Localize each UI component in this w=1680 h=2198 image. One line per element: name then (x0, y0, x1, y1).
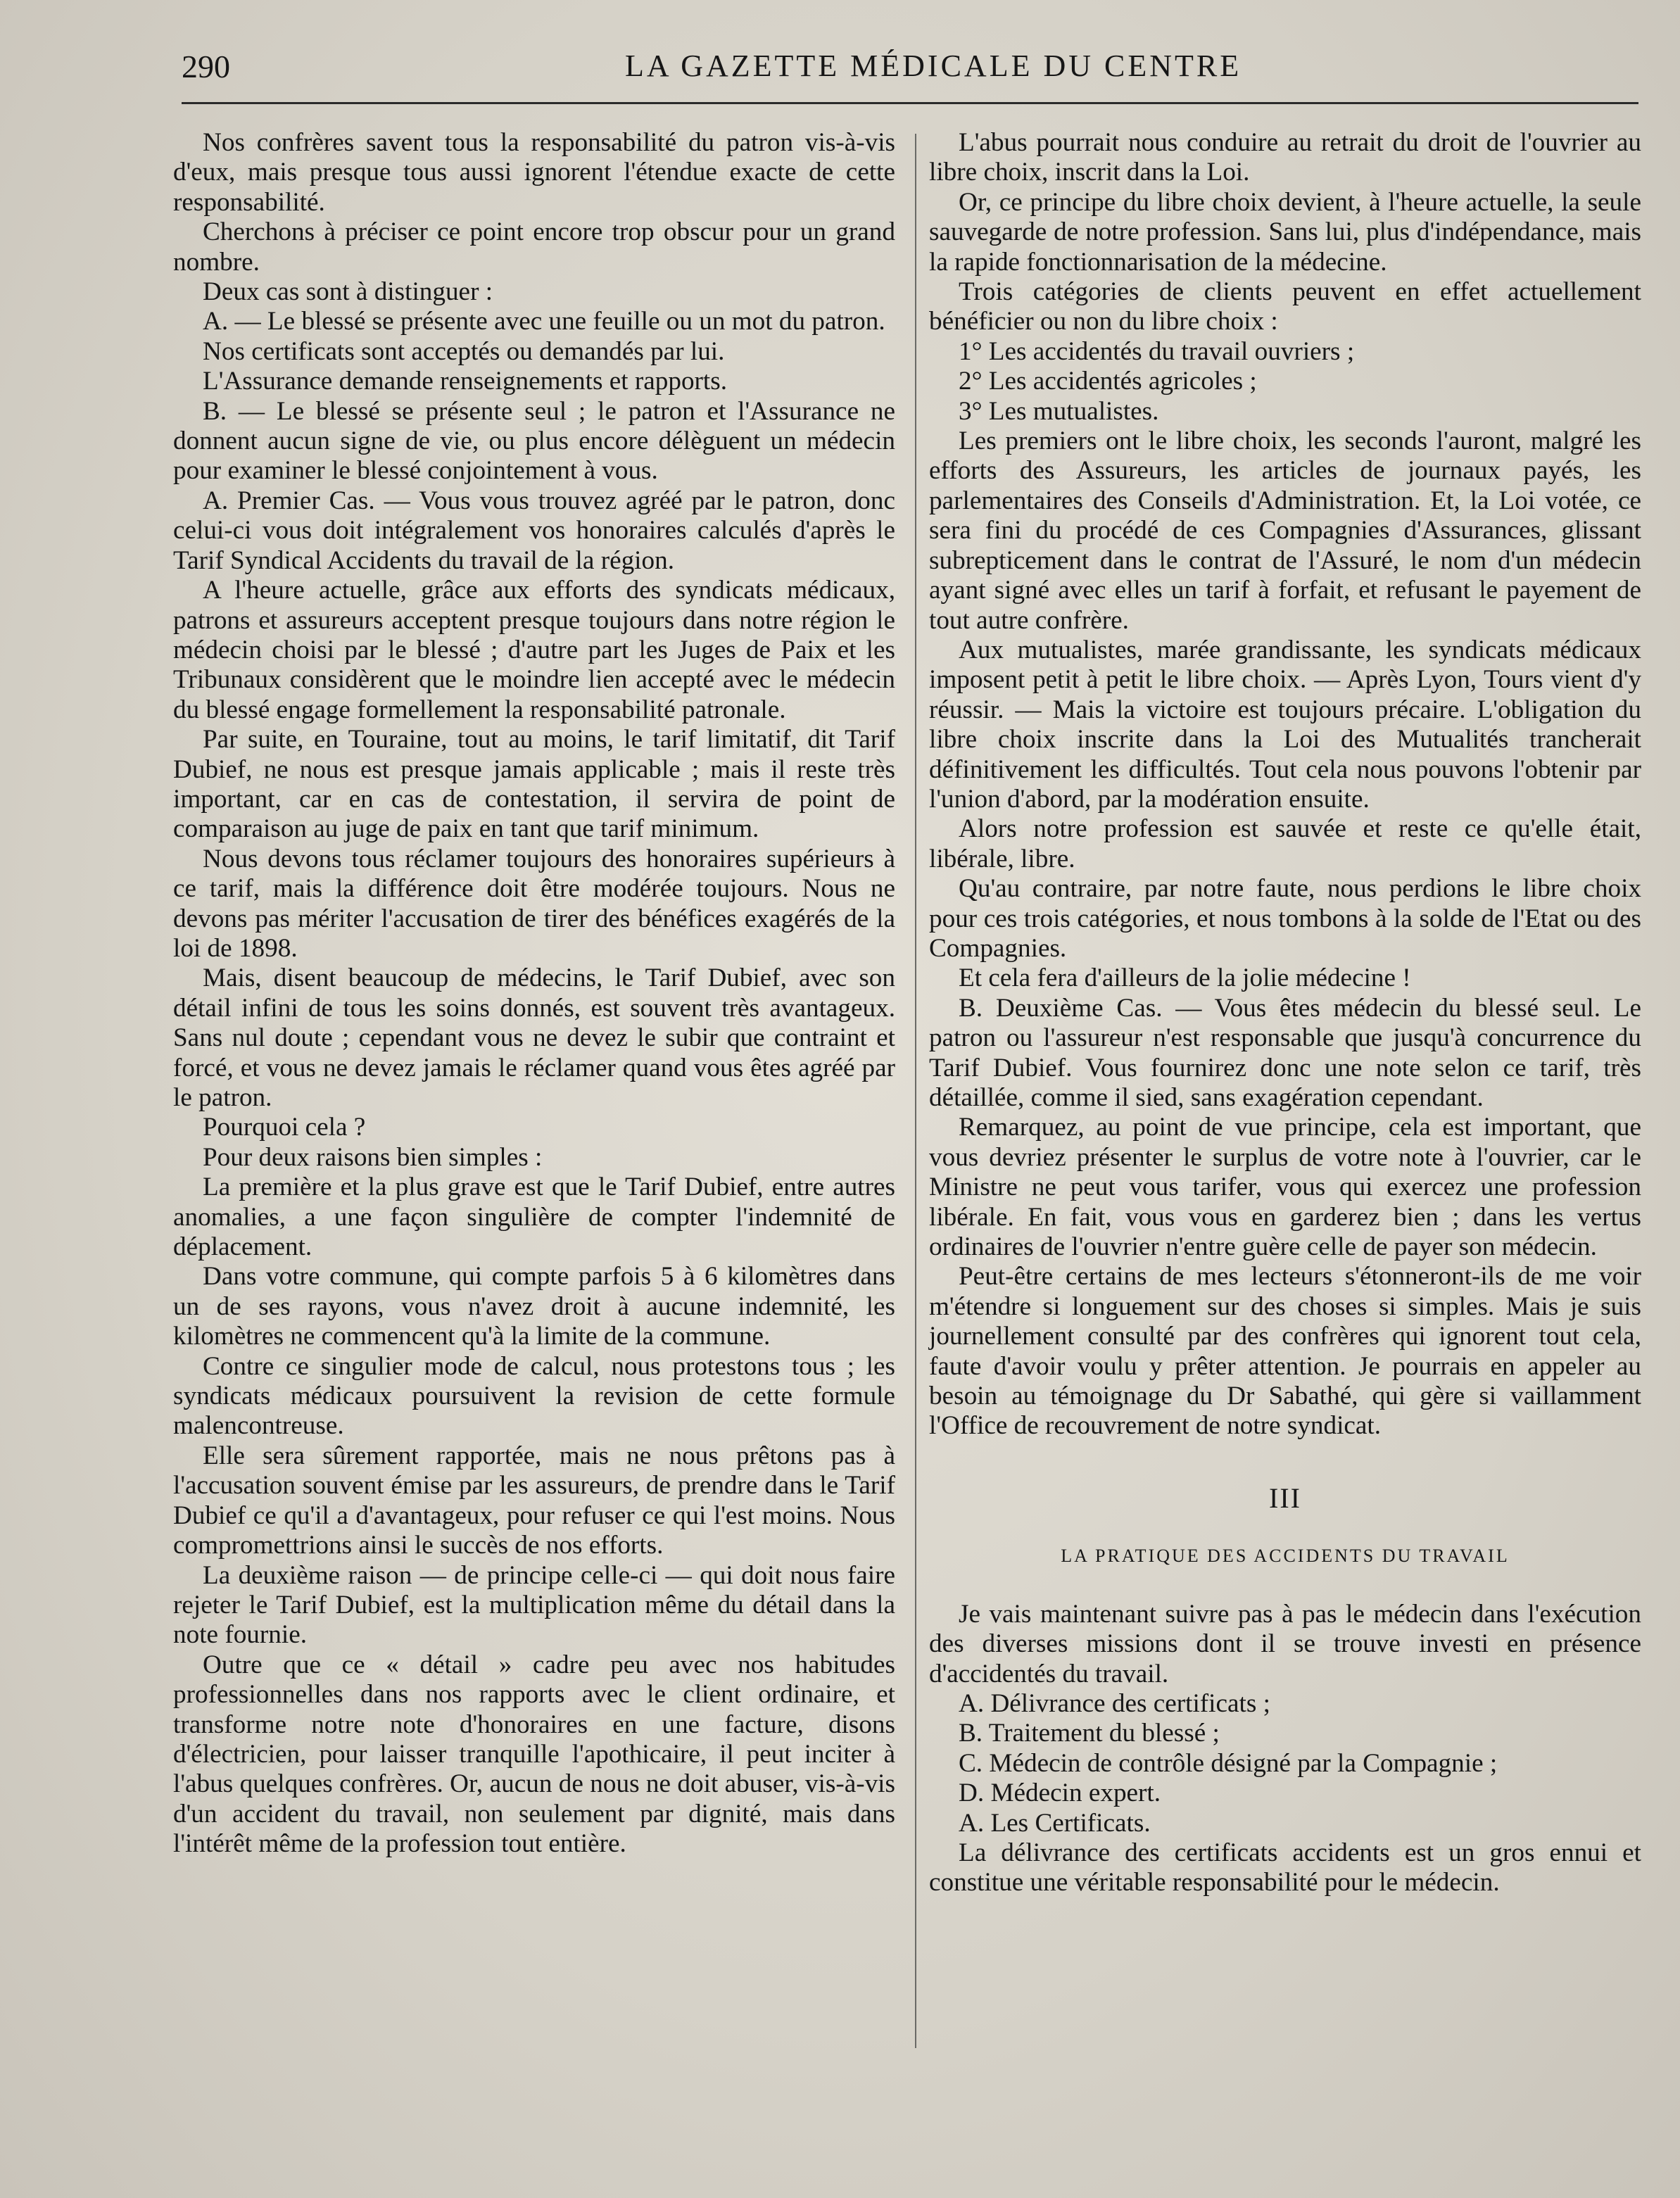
paragraph: A. Premier Cas. — Vous vous trouvez agréé par le patron, donc celui-ci vous doit intégralement vos honoraires calculés d'après le Tarif Syndical Accidents du travail de la région. (173, 486, 895, 575)
paragraph: Pour deux raisons bien simples : (203, 1142, 543, 1172)
paragraph: Cherchons à préciser ce point encore trop obscur pour un grand nombre. (173, 217, 895, 277)
paragraph: B. — Le blessé se présente seul ; le patron et l'Assurance ne donnent aucun signe de vie, ou plus encore délèguent un médecin pour examiner le blessé conjointement à vous. (173, 396, 895, 486)
paragraph: Alors notre profession est sauvée et reste ce qu'elle était, libérale, libre. (929, 814, 1641, 873)
paragraph: Pourquoi cela ? (203, 1113, 366, 1142)
column-divider (915, 134, 916, 2048)
paragraph: L'Assurance demande renseignements et rapports. (203, 367, 728, 396)
paragraph: Nous devons tous réclamer toujours des honoraires supérieurs à ce tarif, mais la différence doit être modérée toujours. Nous ne devons pas mériter l'accusation de tirer des bénéfices exagérés de la loi de 1898. (173, 844, 895, 963)
paragraph: Dans votre commune, qui compte parfois 5 à 6 kilomètres dans un de ses rayons, vous n'avez droit à aucune indemnité, les kilomètres ne commencent qu'à la limite de la commune. (173, 1262, 895, 1351)
paragraph: B. Deuxième Cas. — Vous êtes médecin du blessé seul. Le patron ou l'assureur n'est responsable que jusqu'à concurrence du Tarif Dubief. Vous fournirez donc une note selon ce tarif, très détaillée, comme il sied, sans exagération cependant. (929, 993, 1641, 1112)
page-header (182, 48, 1512, 97)
list-item: A. Délivrance des certificats ; (959, 1688, 1270, 1718)
list-item: 3° Les mutualistes. (959, 396, 1159, 426)
subheading: A. Les Certificats. (959, 1808, 1151, 1838)
section-number: III (1269, 1482, 1301, 1514)
paragraph: Trois catégories de clients peuvent en effet actuellement bénéficier ou non du libre choix : (929, 277, 1641, 336)
paragraph: A. — Le blessé se présente avec une feuille ou un mot du patron. (203, 307, 885, 336)
list-item: 2° Les accidentés agricoles ; (959, 367, 1257, 396)
running-title: LA GAZETTE MÉDICALE DU CENTRE (625, 49, 1242, 83)
paragraph: L'abus pourrait nous conduire au retrait du droit de l'ouvrier au libre choix, inscrit dans la Loi. (929, 128, 1641, 187)
paragraph: Je vais maintenant suivre pas à pas le médecin dans l'exécution des diverses missions dont il se trouve investi en présence d'accidentés du travail. (929, 1599, 1641, 1688)
paragraph: Remarquez, au point de vue principe, cela est important, que vous devriez présenter le surplus de votre note à l'ouvrier, car le Ministre ne peut vous tarifer, vous qui exercez une profession libérale. En fait, vous vous en garderez bien ; dans les vertus ordinaires de l'ouvrier n'entre guère celle de payer son médecin. (929, 1113, 1641, 1262)
paragraph: Elle sera sûrement rapportée, mais ne nous prêtons pas à l'accusation souvent émise par les assureurs, de prendre dans le Tarif Dubief ce qu'il a d'avantageux, pour refuser ce qui l'est moins. Nous compromettrions ainsi le succès de nos efforts. (173, 1441, 895, 1560)
paragraph: Outre que ce « détail » cadre peu avec nos habitudes professionnelles dans nos rapports avec le client ordinaire, et transforme notre note d'honoraires en une facture, disons d'électricien, pour laisser tranquille l'apothicaire, il peut inciter à l'abus quelques confrères. Or, aucun de nous ne doit abuser, vis-à-vis d'un accident du travail, non seulement par dignité, mais dans l'intérêt même de la profession tout entière. (173, 1650, 895, 1859)
paragraph: La délivrance des certificats accidents est un gros ennui et constitue une véritable responsabilité pour le médecin. (929, 1838, 1641, 1897)
paragraph: Aux mutualistes, marée grandissante, les syndicats médicaux imposent petit à petit le libre choix. — Après Lyon, Tours vient d'y réussir. — Mais la victoire est toujours précaire. L'obligation du libre choix inscrite dans la Loi des Mutualités trancherait définitivement les difficultés. Tout cela nous pouvons l'obtenir par l'union d'abord, par la modération ensuite. (929, 635, 1641, 814)
paragraph: Mais, disent beaucoup de médecins, le Tarif Dubief, avec son détail infini de tous les soins donnés, est souvent très avantageux. Sans nul doute ; cependant vous ne devez le subir que contraint et forcé, et vous ne devez jamais le réclamer quand vous êtes agréé par le patron. (173, 964, 895, 1112)
paragraph: Par suite, en Touraine, tout au moins, le tarif limitatif, dit Tarif Dubief, ne nous est presque jamais applicable ; mais il reste très important, car en cas de contestation, il servira de point de comparaison au juge de paix en tant que tarif minimum. (173, 725, 895, 844)
paragraph: Peut-être certains de mes lecteurs s'étonneront-ils de me voir m'étendre si longuement sur des choses si simples. Mais je suis journellement consulté par des confrères qui ignorent tout cela, faute d'avoir voulu y prêter attention. Je pourrais en appeler au besoin au témoignage du Dr Sabathé, qui gère si vaillamment l'Office de recouvrement de notre syndicat. (929, 1262, 1641, 1441)
header-rule (182, 102, 1638, 104)
paragraph: A l'heure actuelle, grâce aux efforts des syndicats médicaux, patrons et assureurs acceptent presque toujours dans notre région le médecin choisi par le blessé ; d'autre part les Juges de Paix et les Tribunaux considèrent que le moindre lien accepté avec le médecin du blessé engage formellement la responsabilité patronale. (173, 576, 895, 724)
list-item: B. Traitement du blessé ; (959, 1719, 1220, 1748)
paragraph: La première et la plus grave est que le Tarif Dubief, entre autres anomalies, a une façon singulière de compter l'indemnité de déplacement. (173, 1173, 895, 1262)
page-number: 290 (182, 49, 230, 84)
paragraph: Et cela fera d'ailleurs de la jolie médecine ! (959, 964, 1411, 993)
list-item: D. Médecin expert. (959, 1779, 1161, 1808)
section-title: LA PRATIQUE DES ACCIDENTS DU TRAVAIL (1061, 1546, 1510, 1567)
paragraph: Les premiers ont le libre choix, les seconds l'auront, malgré les efforts des Assureurs, les articles de journaux payés, les parlementaires des Conseils d'Administration. Et, la Loi votée, ce sera fini du procédé de ces Compagnies d'Assurances, glissant subrepticement dans le contrat de l'Assuré, le nom d'un médecin ayant signé avec elles un tarif à forfait, et refusant le payement de tout autre confrère. (929, 427, 1641, 635)
list-item: 1° Les accidentés du travail ouvriers ; (959, 336, 1355, 366)
paragraph: La deuxième raison — de principe celle-ci — qui doit nous faire rejeter le Tarif Dubief, est la multiplication même du détail dans la note fournie. (173, 1560, 895, 1650)
paragraph: Contre ce singulier mode de calcul, nous protestons tous ; les syndicats médicaux poursuivent la revision de cette formule malencontreuse. (173, 1351, 895, 1441)
list-item: C. Médecin de contrôle désigné par la Compagnie ; (959, 1748, 1498, 1778)
paragraph: Qu'au contraire, par notre faute, nous perdions le libre choix pour ces trois catégories, et nous tombons à la solde de l'Etat ou des Compagnies. (929, 874, 1641, 963)
paragraph: Nos certificats sont acceptés ou demandés par lui. (203, 336, 725, 366)
paragraph: Or, ce principe du libre choix devient, à l'heure actuelle, la seule sauvegarde de notre profession. Sans lui, plus d'indépendance, mais la rapide fonctionnarisation de la médecine. (929, 187, 1641, 277)
paragraph: Nos confrères savent tous la responsabilité du patron vis-à-vis d'eux, mais presque tous aussi ignorent l'étendue exacte de cette responsabilité. (173, 128, 895, 217)
paragraph: Deux cas sont à distinguer : (203, 277, 493, 307)
right-column (929, 128, 1641, 1898)
left-column (173, 128, 895, 1859)
